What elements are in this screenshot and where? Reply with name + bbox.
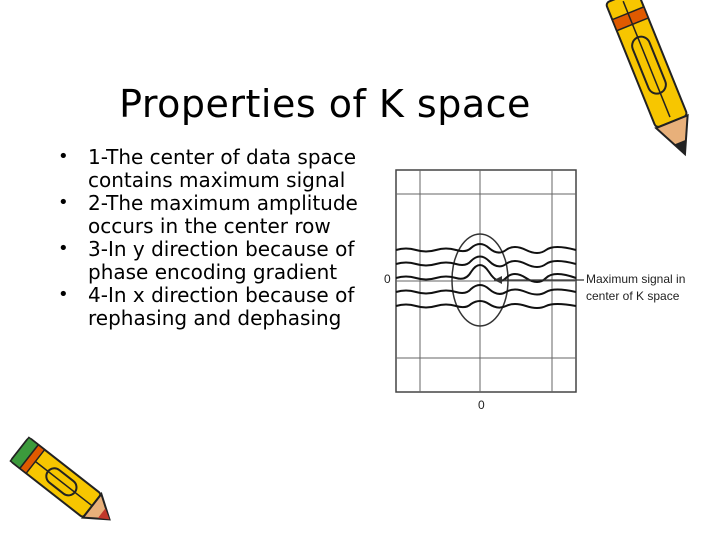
annotation-arrowhead: [494, 276, 502, 284]
echo-signal-rows: [396, 244, 576, 308]
slide-title: Properties of K space: [119, 82, 531, 126]
k-space-figure: [376, 160, 706, 420]
annotation-line-1: Maximum signal in: [586, 272, 686, 286]
pencil-icon: [0, 430, 120, 535]
k-space-grid: [396, 170, 576, 392]
bullet-item: • 2-The maximum amplitude occurs in the center row: [58, 192, 388, 237]
y-zero-label: 0: [384, 272, 391, 286]
bullet-item: • 4-In x direction because of rephasing and dephasing: [58, 284, 388, 329]
pencil-icon: [600, 0, 710, 165]
bullet-item: • 1-The center of data space contains maximum signal: [58, 146, 388, 191]
annotation-line-2: center of K space: [586, 289, 680, 303]
bullet-list: [58, 146, 388, 330]
x-zero-label: 0: [478, 398, 485, 412]
bullet-item: • 3-In y direction because of phase encoding gradient: [58, 238, 388, 283]
